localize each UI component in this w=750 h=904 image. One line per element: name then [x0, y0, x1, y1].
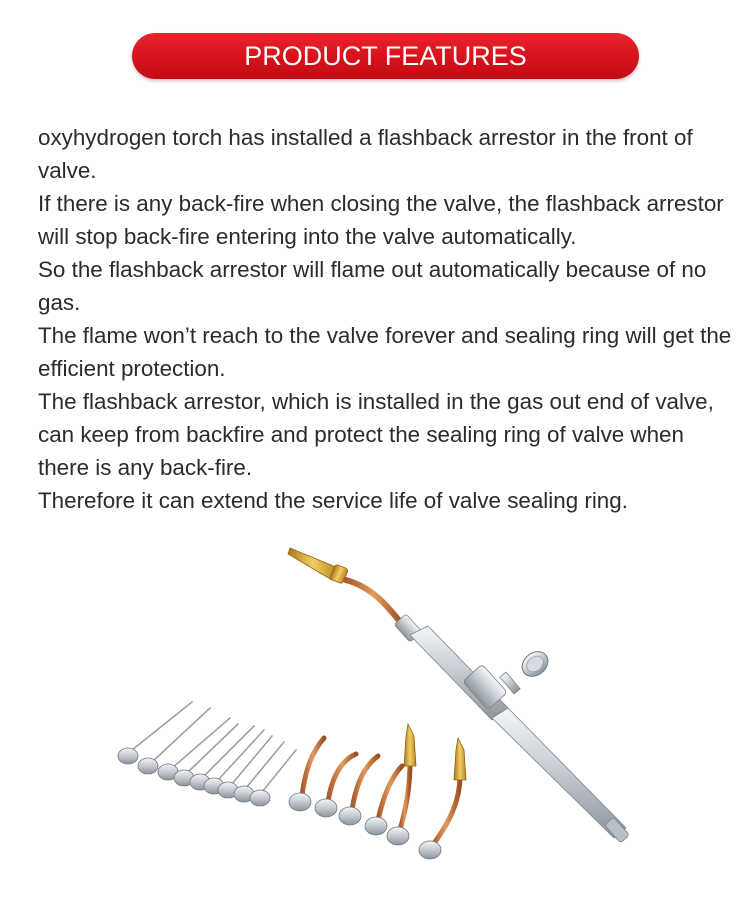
features-text: [38, 121, 738, 517]
feature-paragraph: If there is any back-fire when closing the valve, the flashback arrestor will stop back-fire entering into the valve automatically.: [38, 191, 724, 249]
torch-brass-tip: [288, 548, 348, 584]
banner-title: PRODUCT FEATURES: [244, 40, 527, 71]
torch-copper-neck: [346, 580, 402, 624]
copper-nozzle-nuts: [289, 793, 387, 835]
feature-paragraph: oxyhydrogen torch has installed a flashback arrestor in the front of valve.: [38, 125, 693, 183]
valve-knob-icon: [500, 647, 553, 694]
feature-paragraph: So the flashback arrestor will flame out automatically because of no gas.: [38, 257, 707, 315]
torch-kit-image: [110, 540, 650, 860]
feature-paragraph: The flame won’t reach to the valve forever and sealing ring will get the efficient protection.: [38, 323, 732, 381]
needle-nozzle-nuts: [118, 748, 270, 806]
feature-paragraph: Therefore it can extend the service life of valve sealing ring.: [38, 488, 628, 513]
product-features-banner: [132, 33, 639, 79]
feature-paragraph: The flashback arrestor, which is installed in the gas out end of valve, can keep from backfire and protect the sealing ring of valve when there is any back-fire.: [38, 389, 714, 480]
torch-chrome-body: [394, 614, 629, 843]
brass-tip-nozzles: [387, 724, 466, 859]
